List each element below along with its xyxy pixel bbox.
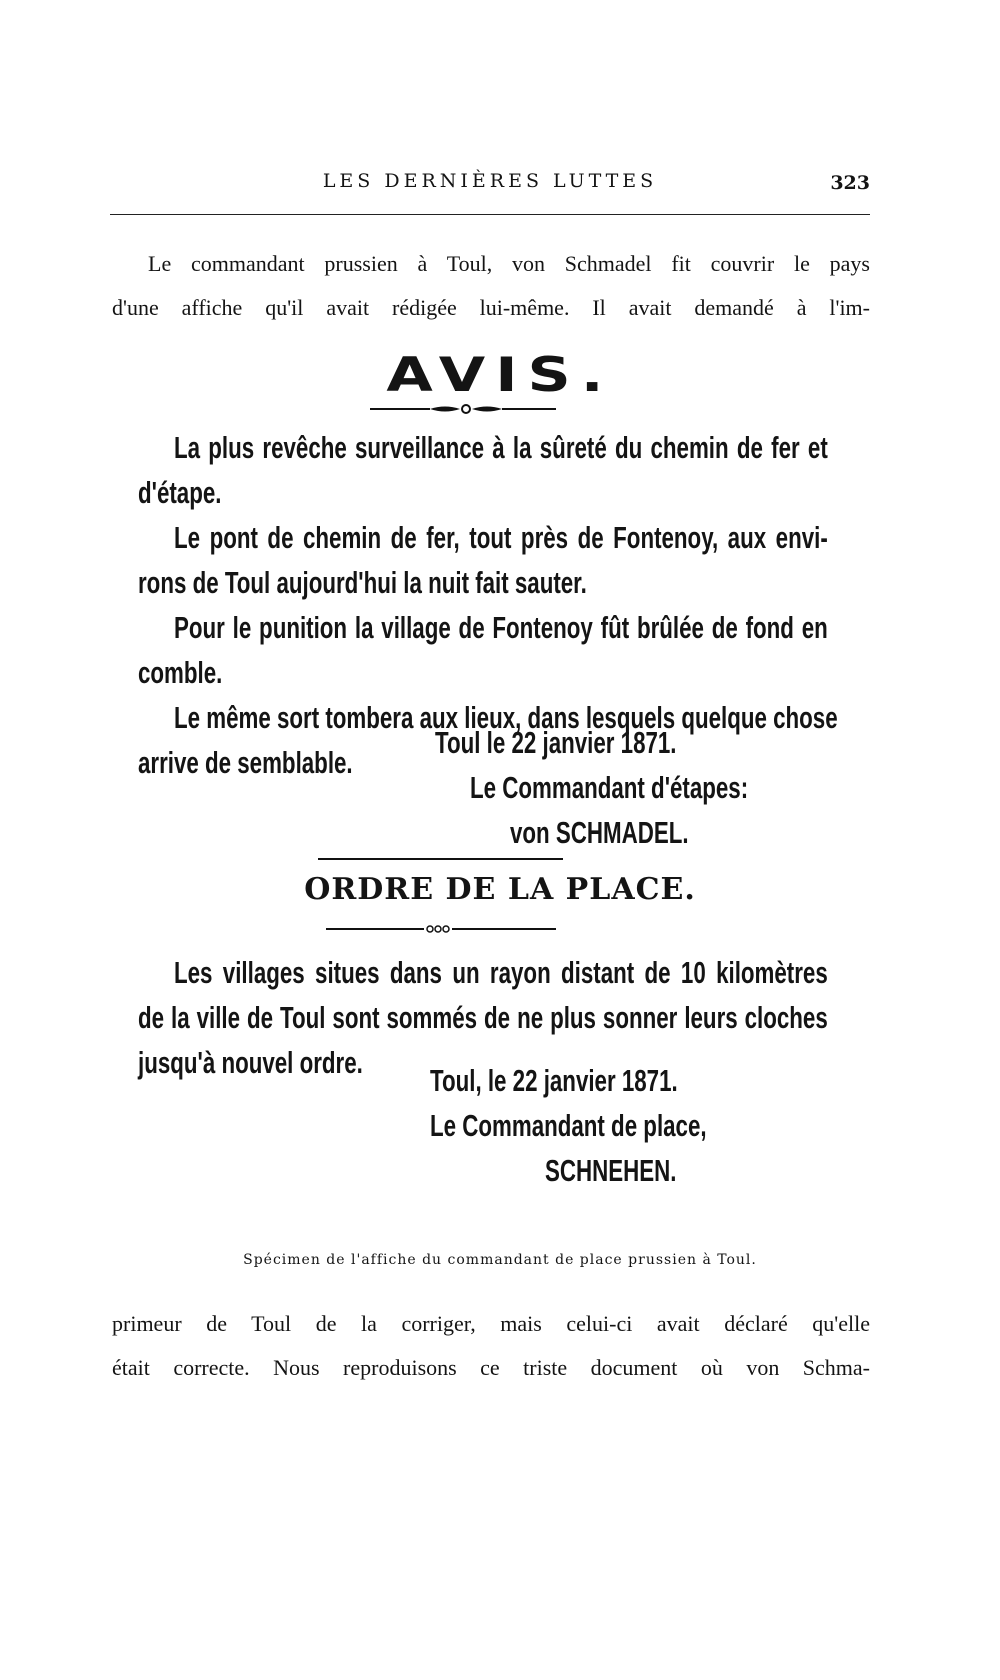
avis-line: Le même sort tombera aux lieux, dans lesquels quelque chose [174, 700, 838, 735]
intro-line: d'une affiche qu'il avait rédigée lui-même. Il avait demandé à l'im- [112, 295, 870, 320]
avis-paragraph-3 [138, 605, 828, 695]
avis-line: Le pont de chemin de fer, tout près de Fontenoy, aux envi- [174, 520, 828, 555]
ordre-signature-date: Toul, le 22 janvier 1871. [430, 1063, 678, 1098]
avis-line: rons de Toul aujourd'hui la nuit fait sauter. [138, 565, 587, 600]
ordre-line: Les villages situes dans un rayon distant de 10 kilomètres [174, 955, 828, 990]
ordre-signature-name: SCHNEHEN. [545, 1153, 677, 1188]
ornament-chain-icon [326, 924, 556, 934]
ordre-title: ORDRE DE LA PLACE. [304, 872, 696, 907]
intro-paragraph [112, 242, 870, 330]
avis-ornament [370, 404, 556, 412]
avis-paragraph-2 [138, 515, 828, 605]
running-title: LES DERNIÈRES LUTTES [322, 170, 658, 192]
avis-signature-date: Toul le 22 janvier 1871. [435, 725, 677, 760]
outro-paragraph [112, 1302, 870, 1390]
avis-line: comble. [138, 655, 223, 690]
ordre-signature-role: Le Commandant de place, [430, 1108, 707, 1143]
figure-caption: Spécimen de l'affiche du commandant de place prussien à Toul. [243, 1252, 757, 1268]
page-number: 323 [830, 172, 870, 194]
avis-paragraph-1 [138, 425, 828, 515]
outro-line: était correcte. Nous reproduisons ce triste document où von Schma- [112, 1355, 870, 1380]
section-divider [318, 858, 563, 860]
ornament-flourish-icon [370, 404, 556, 414]
ordre-line: de la ville de Toul sont sommés de ne plus sonner leurs cloches [138, 1000, 828, 1035]
avis-line: arrive de semblable. [138, 745, 353, 780]
ordre-line: jusqu'à nouvel ordre. [138, 1045, 363, 1080]
ordre-ornament [326, 924, 556, 932]
avis-line: d'étape. [138, 475, 222, 510]
header-rule [110, 214, 870, 215]
intro-line: Le commandant prussien à Toul, von Schmadel fit couvrir le pays [148, 251, 870, 276]
running-head [110, 170, 870, 200]
outro-line: primeur de Toul de la corriger, mais celui-ci avait déclaré qu'elle [112, 1311, 870, 1336]
avis-line: Pour le punition la village de Fontenoy fût brûlée de fond en [174, 610, 828, 645]
avis-line: La plus revêche surveillance à la sûreté du chemin de fer et [174, 430, 828, 465]
avis-signature-role: Le Commandant d'étapes: [470, 770, 749, 805]
avis-signature-name: von SCHMADEL. [510, 815, 689, 850]
avis-title: AVIS. [386, 348, 614, 403]
